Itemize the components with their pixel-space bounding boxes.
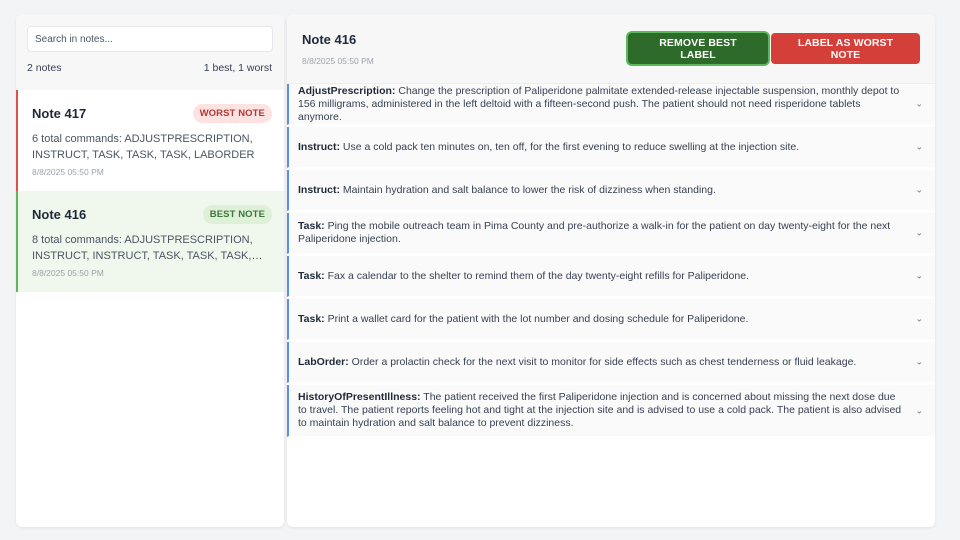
label-as-worst-button[interactable]: LABEL AS WORST NOTE [771,33,920,64]
note-summary: 8 total commands: ADJUSTPRESCRIPTION, INSTRUCT, INSTRUCT, TASK, TASK, TASK, [32,234,253,262]
command-item[interactable] [287,342,935,383]
command-type: AdjustPrescription: [298,84,396,97]
chevron-down-icon[interactable]: ⌄ [915,313,923,324]
chevron-down-icon[interactable]: ⌄ [915,184,923,195]
command-text: Change the prescription of Paliperidone palmitate extended-release injectable suspension, monthly depot to 156 milligrams, administered in the left deltoid with a fifteen-second push. The patient should not need risperidone tablets anymore. [298,84,900,123]
note-timestamp: 8/8/2025 05:50 PM [32,167,104,177]
command-type: Task: [298,220,325,232]
command-item[interactable] [287,127,935,168]
command-text: The patient received the first Paliperidone injection and is concerned about missing the next dose due to travel. The patient reports feeling hot and tight at the injection site and is advised to use a cold pack. The patient is also advised to maintain hydration and salt balance to prevent dizziness. [298,391,902,429]
label-summary: 1 best, 1 worst [203,62,272,74]
command-text: Order a prolactin check for the next visit to monitor for side effects such as chest tenderness or fluid leakage. [348,355,857,368]
command-type: Instruct: [298,183,340,196]
chevron-down-icon[interactable]: ⌄ [915,141,923,152]
command-item[interactable] [287,84,935,125]
command-item[interactable] [287,213,935,254]
remove-best-label-button[interactable]: REMOVE BEST LABEL [628,33,768,64]
page-title: Note 416 [302,32,357,47]
command-type: LabOrder: [298,355,349,368]
note-summary: 6 total commands: ADJUSTPRESCRIPTION, INSTRUCT, TASK, TASK, TASK, LABORDER [32,133,255,161]
chevron-down-icon[interactable]: ⌄ [915,227,923,238]
command-list [287,84,935,437]
note-card-416[interactable] [16,191,284,292]
search-input[interactable] [27,26,273,52]
command-type: Task: [298,269,325,282]
note-card-417[interactable] [16,90,284,191]
command-item[interactable] [287,385,935,437]
note-detail-panel [287,14,935,527]
chevron-down-icon[interactable]: ⌄ [915,356,923,367]
command-text: Use a cold pack ten minutes on, ten off, for the first evening to reduce swelling at the injection site. [340,140,800,153]
worst-note-badge: WORST NOTE [193,104,272,123]
note-title: Note 417 [32,106,87,121]
command-type: HistoryOfPresentIllness: [298,391,421,403]
command-item[interactable] [287,299,935,340]
command-type: Instruct: [298,140,340,153]
command-text: Ping the mobile outreach team in Pima County and pre-authorize a walk-in for the patient on day twenty-eight for the next Paliperidone injection. [298,220,891,245]
chevron-down-icon[interactable]: ⌄ [915,270,923,281]
chevron-down-icon[interactable]: ⌄ [915,98,923,109]
command-item[interactable] [287,256,935,297]
note-count: 2 notes [27,62,62,74]
note-timestamp: 8/8/2025 05:50 PM [32,268,104,278]
chevron-down-icon[interactable]: ⌄ [915,405,923,415]
note-detail-header [287,14,935,84]
command-text: Print a wallet card for the patient with the lot number and dosing schedule for Paliperidone. [324,312,749,325]
command-item[interactable] [287,170,935,211]
command-type: Task: [298,312,325,325]
command-text: Fax a calendar to the shelter to remind them of the day twenty-eight refills for Paliperidone. [324,269,749,282]
sidebar-header [16,14,284,90]
note-detail-timestamp: 8/8/2025 05:50 PM [302,56,374,66]
command-text: Maintain hydration and salt balance to lower the risk of dizziness when standing. [340,183,716,196]
best-note-badge: BEST NOTE [203,205,272,224]
notes-sidebar [16,14,284,527]
note-counts [27,62,273,74]
note-title: Note 416 [32,207,87,222]
